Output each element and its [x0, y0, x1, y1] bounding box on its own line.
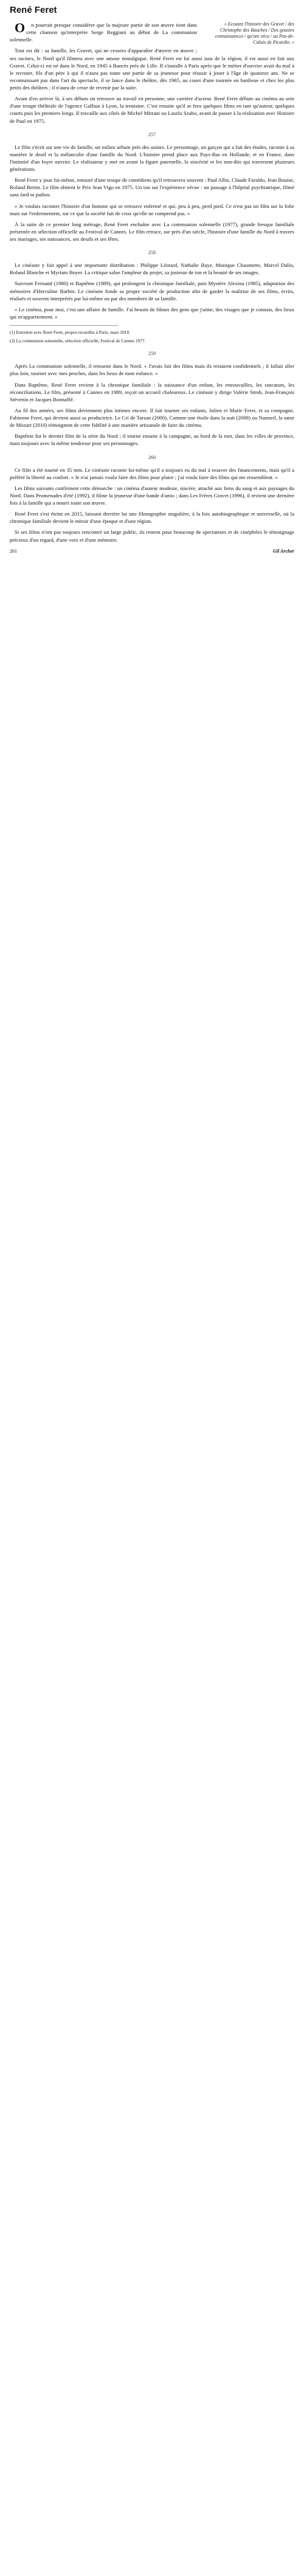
paragraph: On pourrait presque considérer que la majeure partie de son œuvre tient dans cette chanson qu'interprète Serge Reggiani au début de La communion solennelle.	[10, 20, 197, 43]
section-3	[10, 261, 294, 356]
paragraph: Le film s'écrit sur une vie de famille, un milieu urbain près des usines. Le personnage, un garçon qui a fait des études, raconte à sa manière le deuil et la mélancolie d'une famille du Nord. L'histoire prend place aux Pays-Bas en Hollande, et en France, dans l'intimité d'un foyer ouvrier. Le réalisateur y met en avant la figure paternelle, la sincérité et les non-dits qui traversent plusieurs générations.	[10, 143, 294, 172]
section-5	[10, 466, 294, 554]
paragraph: Suivront Fernand (1980) et Baptême (1989), qui prolongent la chronique familiale, puis Mystère Alexina (1985), adaptation des mémoires d'Herculine Barbin. Le cinéaste fonde sa propre société de production afin de garder la maîtrise de ses films, écrits, réalisés et souvent interprétés par lui-même ou par des membres de sa famille.	[10, 280, 294, 302]
section-4	[10, 362, 294, 460]
paragraph: René Feret y joue lui-même, entouré d'une troupe de comédiens qu'il retrouvera souvent : Paul Allio, Claude Faraldo, Jean Bouise, Roland Bertin. Le film obtient le Prix Jean Vigo en 1975. Un ton sur l'expérience vécue : un passage à l'hôpital psychiatrique, filmé sans fard ni pathos.	[10, 177, 294, 198]
paragraph: Au fil des années, ses films deviennent plus intimes encore. Il fait tourner ses enfants, Julien et Marie Feret, et sa compagne, Fabienne Feret, qui devient aussi sa productrice. Le Cri de Tarzan (2000), Comme une étoile dans la nuit (2008) ou Nannerl, la sœur de Mozart (2010) témoignent de cette fidélité à une manière artisanale de faire du cinéma.	[10, 407, 294, 429]
paragraph: « Je voulais raconter l'histoire d'un homme qui se retrouve enfermé et qui, peu à peu, perd pied. Ce n'est pas un film sur la folie mais sur l'enfermement, sur ce que la société fait de ceux qu'elle ne comprend pas. »	[10, 202, 294, 216]
paragraph: René Feret s'est éteint en 2015, laissant derrière lui une filmographie singulière, à la fois autobiographique et universelle, où la chronique familiale devient le miroir d'une époque et d'une région.	[10, 511, 294, 525]
author-credit: Gil Archer	[272, 548, 294, 554]
sidebar-quote: « Ecoutez l'histoire des Gravet / des Christophe des Bauches / Des goustes connaissances / qu'ont vécu / au Pas-de-Calais de Picardie. »	[215, 21, 294, 45]
section-2	[10, 143, 294, 256]
page-title: René Feret	[10, 5, 57, 15]
page-number: 257	[148, 131, 156, 137]
paragraph: Avant d'en arriver là, à ses débuts on retrouve au travail en personne, une carrière d'acteur. René Feret débute au cinéma au sein d'une troupe théâtrale de l'agence Gaffaut à Lyon, la trentaine. C'est ensuite qu'il se fera quelques films en tant qu'auteur, quelques courts puis les premiers longs. Il travaille aux côtés de Michel Mitrani ou Laszlo Szabo, avant de passer à la réalisation avec Histoire de Paul en 1975.	[10, 95, 294, 124]
section-1	[10, 21, 294, 137]
paragraph: Dans Baptême, René Feret revient à la chronique familiale : la naissance d'un enfant, les retrouvailles, les rancœurs, les réconciliations. Le film, présenté à Cannes en 1989, reçoit un accueil chaleureux. Le cinéaste y dirige Valérie Stroh, Jean-François Stévenin et Jacques Bonnaffé.	[10, 381, 294, 402]
paragraph: Ce film a été tourné en 35 mm. Le cinéaste raconte lui-même qu'il a toujours eu du mal à trouver des financements, mais qu'il a préféré la liberté au confort. « Je n'ai jamais voulu faire des films pour plaire ; j'ai voulu faire des films qui me ressemblent. »	[10, 466, 294, 480]
paragraph: Après La communion solennelle, il retourne dans le Nord. « J'avais fait des films mais ils restaient confidentiels ; il fallait aller plus loin, tourner avec mes proches, dans les lieux de mon enfance. »	[10, 363, 294, 377]
paragraph: Tout est dit : sa famille, les Gravet, qui ne cessera d'apparaître d'œuvre en œuvre ; ses racines, le Nord qu'il filmera avec une amour nostalgique. René Feret est lui aussi issu de la région, il est aussi en fait aux Gravet. Celui-ci est né dans le Nord, en 1945 à Bancès près de Lille. Il s'installe à Paris après que le métier d'ouvrier avait du mal à le recruter, fils d'un père à qui il n'aura pas toute une partie de sa jeunesse pour réussir à jouer à l'âge de quatorze ans. Ne se reconnaissant pas dans l'art du spectacle, il se lance dans le théâtre, dès 1965, au cours d'une tournée en banlieue et chez les plus petits des théâtres ; il n'aura de cesse de revenir par la suite.	[10, 47, 294, 91]
page-number: 258	[148, 250, 156, 256]
page-number: 260	[148, 454, 156, 460]
paragraph: Baptême fut le dernier film de la série du Nord ; il tourne ensuite à la campagne, au bord de la mer, dans les villes de province, mais toujours avec la même tendresse pour ses personnages.	[10, 433, 294, 447]
paragraph: Les films suivants confirment cette démarche : un cinéma d'auteur modeste, sincère, attaché aux liens du sang et aux paysages du Nord. Dans Promenades d'été (1992), il filme la jeunesse d'une bande d'amis ; dans Les Frères Gravet (1996), il revient une dernière fois à la famille qui a nourri toute son œuvre.	[10, 485, 294, 506]
page-footer	[10, 548, 294, 554]
page-number: 259	[148, 351, 156, 357]
paragraph: Si ses films n'ont pas toujours rencontré un large public, ils restent pour beaucoup de spectateurs et de cinéphiles le témoignage précieux d'un regard, d'une voix et d'une mémoire.	[10, 529, 294, 543]
footnote-divider	[10, 325, 118, 326]
footnote: (2) La communion solennelle, sélection officielle, Festival de Cannes 1977.	[10, 337, 146, 344]
paragraph: « Le cinéma, pour moi, c'est une affaire de famille. J'ai besoin de filmer des gens que j'aime, des visages que je connais, des lieux qui m'appartiennent. »	[10, 306, 294, 320]
paragraph: Le cinéaste y fait appel à une importante distribution : Philippe Léotard, Nathalie Baye, Monique Chaumette, Marcel Dalio, Roland Blanche et Myriam Boyer. La critique salue l'ampleur du projet, sa justesse de ton et la beauté de ses images.	[10, 262, 294, 276]
footnote: (1) Entretien avec René Feret, propos recueillis à Paris, mars 2010.	[10, 330, 131, 335]
page-number: 261	[10, 548, 17, 554]
paragraph: À la suite de ce premier long métrage, René Feret enchaîne avec La communion solennelle (1977), grande fresque familiale présentée en sélection officielle au Festival de Cannes. Le film retrace, sur près d'un siècle, l'histoire d'une famille du Nord à travers ses mariages, ses naissances, ses deuils et ses fêtes.	[10, 221, 294, 242]
